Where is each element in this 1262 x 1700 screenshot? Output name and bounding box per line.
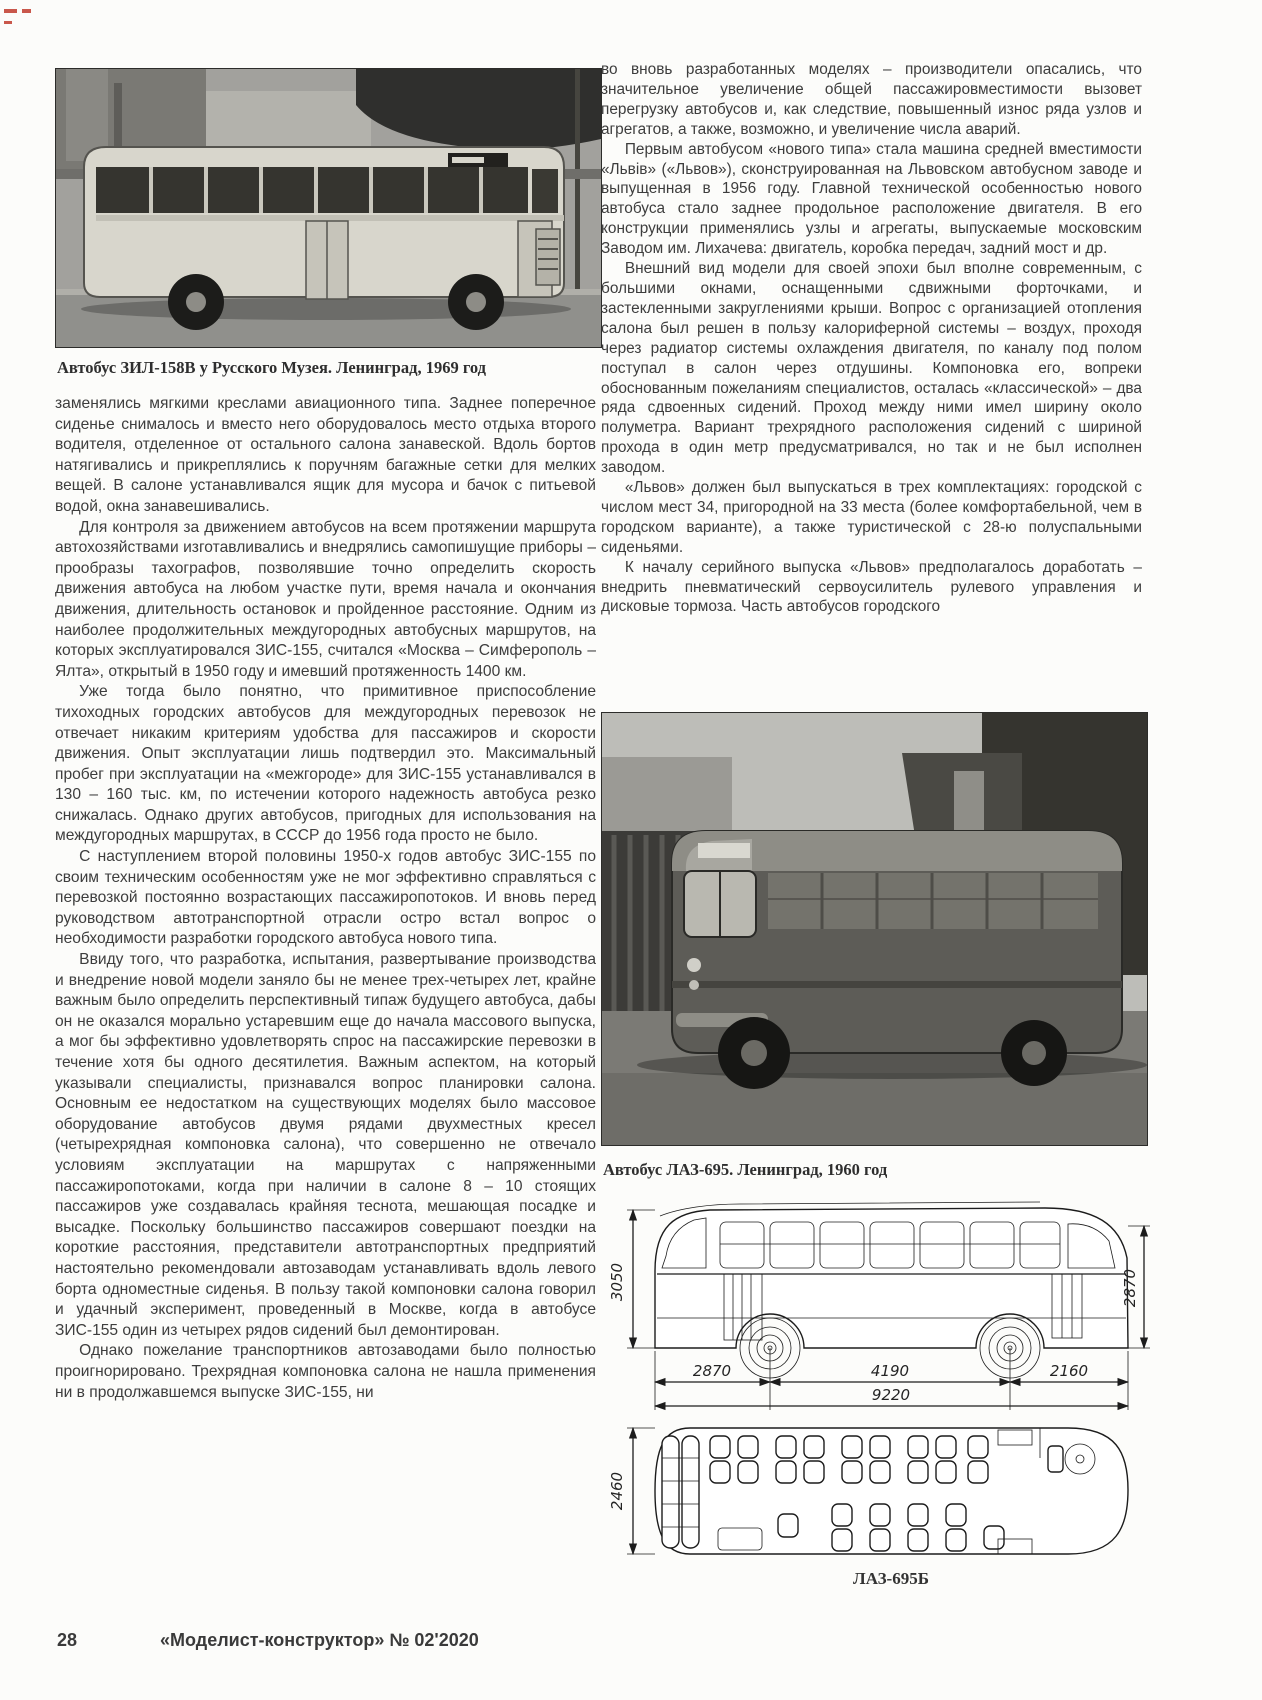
paragraph: С наступлением второй половины 1950-х годов автобус ЗИС-155 по своим техническим особенностям уже не мог эффективно справляться с перевозкой постоянно возрастающих пассажиропотоков. И вновь перед руководством автотранспортной отрасли остро встал вопрос о необходимости разработки городского автобуса нового типа.: [55, 848, 596, 948]
paragraph: Внешний вид модели для своей эпохи был вполне современным, с большими окнами, оснащенными сдвижными форточками, и застекленными закруглениями крыши. Вопрос с организацией отопления салона был решен в пользу калориферной системы – воздух, проходя через радиатор системы охлаждения двигателя, по каналу под полом поступал в салон через отдушины. Компоновка его, вопреки обоснованным пожеланиям специалистов, осталась «классической» – два ряда сдвоенных сидений. Проход между ними имел ширину около полуметра. Вариант трехрядного расположения сидений с шириной прохода в один метр предусматривался, но так и не был исполнен заводом.: [601, 260, 1142, 477]
scan-mark: [4, 21, 12, 24]
page-footer: [0, 1630, 1262, 1660]
footer-page-number: 28: [57, 1630, 78, 1650]
paragraph: Первым автобусом «нового типа» стала машина средней вместимости «Львів» («Львов»), сконструированная на Львовском автобусном заводе и выпущенная в 1956 году. Главной технической особенностью нового автобуса стало заднее продольное расположение двигателя. В его конструкции применялись узлы и агрегаты, выпускаемые московским Заводом им. Лихачева: двигатель, коробка передач, задний мост и др.: [601, 140, 1142, 258]
paragraph: во вновь разработанных моделях – производители опасались, что значительное увеличение общей пассажировместимости вызовет перегрузку автобусов и, как следствие, повышенный износ ряда узлов и агрегатов, а также, возможно, и увеличение числа аварий.: [601, 61, 1142, 138]
dim-wheelbase: 4190: [870, 1362, 910, 1380]
scan-mark: [4, 9, 17, 13]
left-column: [55, 394, 596, 1546]
paragraph: заменялись мягкими креслами авиационного типа. Заднее поперечное сиденье снималось и вместо него оборудовалось место отдыха второго водителя, отделенное от остального салона занавеской. Вдоль бортов натягивались и прикреплялись к поручням багажные сетки для мелких вещей. В салоне устанавливался ящик для мусора и бачок с питьевой водой, окна занавешивались.: [55, 395, 596, 515]
photo-zil-158v-image: [56, 69, 601, 347]
paragraph: Ввиду того, что разработка, испытания, развертывание производства и внедрение новой модели заняло бы не менее трех-четырех лет, крайне важным было определить перспективный типаж будущего автобуса, дабы он не оказался морально устаревшим еще до начала массового выпуска, а мог бы эффективно удовлетворять спрос на пассажирские перевозки в течение хотя бы одного десятилетия. Важным аспектом, на который указывали специалисты, признавался вопрос планировки салона. Основным ее недостатком на существующих моделях было массовое оборудование автобусов двумя рядами двухместных кресел (четырехрядная компоновка салона), что совершенно не отвечало условиям эксплуатации на маршрутах с напряженными пассажиропотоками, когда при наличии в салоне 8 – 10 стоящих пассажиров уже создавалась крайняя теснота, мешающая посадке и высадке. Поскольку большинство пассажиров совершают поездки на короткие расстояния, представители автотранспортных предприятий настоятельно рекомендовали автозаводам устанавливать вдоль левого борта одноместные сиденья. В пользу такой компоновки салона говорил и удачный эксперимент, проведенный в Москве, когда в автобусе ЗИС-155 один из четырех рядов сидений был демонтирован.: [55, 951, 596, 1339]
footer-magazine-title: «Моделист-конструктор» № 02'2020: [160, 1630, 479, 1650]
technical-drawing: [600, 1196, 1160, 1596]
dim-overall-height: 3050: [608, 1262, 626, 1302]
dim-overall-width: 2460: [608, 1471, 626, 1511]
photo-laz-695: [601, 712, 1148, 1146]
paragraph: Для контроля за движением автобусов на всем протяжении маршрута автохозяйствами изготавливались и внедрялись самопишущие приборы – прообразы тахографов, позволявшие точно определить скорость движения автобуса на любом участке пути, время начала и окончания движения, длительность остановок и пройденное расстояние. Одним из наиболее продолжительных междугородных автобусных маршрутов, на которых эксплуатировался ЗИС-155, считался «Москва – Симферополь – Ялта», открытый в 1950 году и имевший протяженность 1400 км.: [55, 518, 596, 680]
photo-laz-695-image: [602, 713, 1147, 1145]
dim-overall-length: 9220: [871, 1386, 911, 1404]
scan-mark: [22, 9, 31, 13]
dim-front-overhang: 2870: [692, 1362, 732, 1380]
drawing-model-label: ЛАЗ-695Б: [853, 1569, 929, 1588]
laz-695b-drawing: [600, 1196, 1160, 1596]
paragraph: «Львов» должен был выпускаться в трех комплектациях: городской с числом мест 34, пригородной на 33 места (более комфортабельной, чем в городском варианте), а также туристической с 28-ю полуспальными сиденьями.: [601, 479, 1142, 556]
right-column: [601, 60, 1142, 710]
dim-rear-height: 2870: [1121, 1268, 1139, 1308]
paragraph: Однако пожелание транспортников автозаводами было полностью проигнорировано. Трехрядная компоновка салона не нашла применения ни в продолжавшемся выпуске ЗИС-155, ни: [55, 1342, 596, 1401]
paragraph: Уже тогда было понятно, что примитивное приспособление тихоходных городских автобусов для междугородных перевозок не отвечает никаким критериям удобства для пассажиров и скорости движения. Опыт эксплуатации лишь подтвердил это. Максимальный пробег при эксплуатации на «межгороде» для ЗИС-155 устанавливался в 130 – 160 тыс. км, по истечении которого надежность автобуса резко снижалась. Однако других автобусов, пригодных для использования на междугородных маршрутах, в СССР до 1956 года просто не было.: [55, 683, 596, 845]
photo1-caption: Автобус ЗИЛ-158В у Русского Музея. Ленинград, 1969 год: [57, 358, 487, 377]
dim-rear-overhang: 2160: [1049, 1362, 1089, 1380]
paragraph: К началу серийного выпуска «Львов» предполагалось доработать – внедрить пневматический сервоусилитель рулевого управления и дисковые тормоза. Часть автобусов городского: [601, 558, 1142, 616]
photo-zil-158v: [55, 68, 602, 348]
photo2-caption: Автобус ЛАЗ-695. Ленинград, 1960 год: [603, 1160, 888, 1179]
